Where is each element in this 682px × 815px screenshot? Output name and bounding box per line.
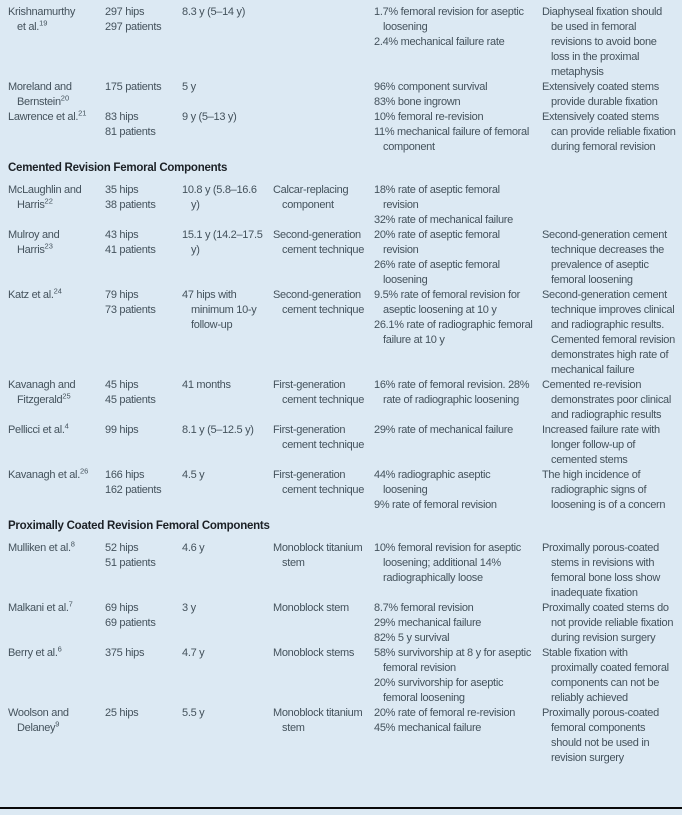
count-line: 38 patients [105,199,156,211]
conclusion-cell [542,378,676,423]
count-line: 45 hips [105,379,139,391]
count-cell [105,288,182,318]
count-line: 175 patients [105,81,162,93]
results-cell [374,110,542,155]
followup-cell [182,110,273,125]
followup-text: 8.1 y (5–12.5 y) [182,424,254,436]
table-row [8,288,676,378]
study-cell [8,228,105,258]
conclusion-text: Extensively coated stems provide durable fixation [542,81,659,108]
conclusion-text: Proximally coated stems do not provide reliable fixation during revision surgery [542,602,674,644]
table-bottom-border [0,807,682,809]
technique-text: Calcar-replacing component [273,184,349,211]
conclusion-cell [542,80,676,110]
technique-cell [273,183,374,213]
study-cell [8,646,105,661]
followup-cell [182,5,273,20]
followup-cell [182,183,273,213]
conclusion-text: The high incidence of radiographic signs of loosening is of a concern [542,469,666,511]
conclusion-cell [542,423,676,468]
followup-text: 15.1 y (14.2–17.5 y) [182,229,263,256]
technique-text: Second-generation cement technique [273,229,365,256]
technique-cell [273,706,374,736]
study-line: Berry et al.$^6$ [8,644,62,659]
followup-text: 4.5 y [182,469,205,481]
table-row [8,423,676,468]
section-header: Proximally Coated Revision Femoral Components [8,520,270,532]
study-cell [8,378,105,408]
study-line: Moreland and [8,81,72,93]
technique-cell [273,468,374,498]
followup-text: 8.3 y (5–14 y) [182,6,246,18]
reference-number: 22 [44,196,53,206]
study-cell [8,541,105,556]
count-cell [105,468,182,498]
table-row [8,228,676,288]
study-line: Woolson and [8,707,69,719]
technique-text: Monoblock stems [273,647,355,659]
followup-text: 9 y (5–13 y) [182,111,237,123]
table-row [8,110,676,155]
reference-number: 19 [39,18,48,28]
conclusion-cell [542,228,676,288]
followup-cell [182,423,273,438]
count-cell [105,601,182,631]
count-line: 69 hips [105,602,139,614]
results-cell [374,228,542,288]
count-line: 297 patients [105,21,162,33]
technique-cell [273,228,374,258]
result-item: 83% bone ingrown [374,96,461,108]
followup-cell [182,378,273,393]
count-cell [105,228,182,258]
table-row [8,5,676,80]
conclusion-text: Increased failure rate with longer follow-up of cemented stems [542,424,660,466]
count-cell [105,183,182,213]
technique-text: First-generation cement technique [273,424,365,451]
technique-cell [273,646,374,661]
results-cell [374,601,542,646]
count-cell [105,541,182,571]
study-cell [8,5,105,35]
study-line: Krishnamurthy [8,6,76,18]
study-line: Mulliken et al.$^8$ [8,539,75,554]
conclusion-cell [542,601,676,646]
study-line: Kavanagh and [8,379,76,391]
results-cell [374,80,542,110]
followup-text: 5 y [182,81,196,93]
conclusion-text: Proximally porous-coated femoral components should not be used in revision surgery [542,707,659,764]
technique-cell [273,378,374,408]
section-header: Cemented Revision Femoral Components [8,162,228,174]
conclusion-cell [542,5,676,80]
reference-number: 6 [57,644,62,654]
result-item: 11% mechanical failure of femoral component [374,126,529,153]
results-cell [374,378,542,408]
followup-cell [182,706,273,721]
count-line: 99 hips [105,424,139,436]
count-line: 52 hips [105,542,139,554]
conclusion-cell [542,646,676,706]
count-line: 25 hips [105,707,139,719]
results-cell [374,423,542,438]
count-line: 35 hips [105,184,139,196]
count-cell [105,378,182,408]
count-line: 297 hips [105,6,145,18]
conclusion-text: Second-generation cement technique improves clinical and radiographic results. Cemented femoral revision demonstrates high rate of mechanical failure [542,289,675,376]
followup-cell [182,228,273,258]
study-line: Katz et al.$^{24}$ [8,286,62,301]
result-item: 45% mechanical failure [374,722,482,734]
followup-text: 5.5 y [182,707,205,719]
result-item: 96% component survival [374,81,488,93]
count-line: 166 hips [105,469,145,481]
results-cell [374,541,542,586]
followup-cell [182,288,273,333]
result-item: 9% rate of femoral revision [374,499,497,511]
conclusion-cell [542,288,676,378]
followup-text: 4.7 y [182,647,205,659]
conclusion-cell [542,468,676,513]
count-line: 43 hips [105,229,139,241]
conclusion-text: Extensively coated stems can provide reliable fixation during femoral revision [542,111,676,153]
table-row [8,378,676,423]
count-cell [105,5,182,35]
result-item: 20% survivorship for aseptic femoral loosening [374,677,504,704]
study-cell [8,601,105,616]
study-line: Delaney$^9$ [17,719,60,734]
conclusion-cell [542,110,676,155]
technique-cell [273,288,374,318]
result-item: 58% survivorship at 8 y for aseptic femoral revision [374,647,532,674]
conclusion-text: Proximally porous-coated stems in revisions with femoral bone loss show inadequate fixation [542,542,660,599]
followup-cell [182,601,273,616]
technique-cell [273,601,374,616]
reference-number: 26 [79,466,89,476]
result-item: 16% rate of femoral revision. 28% rate of radiographic loosening [374,379,530,406]
result-item: 20% rate of femoral re-revision [374,707,516,719]
table-body [8,5,676,766]
result-item: 29% rate of mechanical failure [374,424,513,436]
result-item: 26% rate of aseptic femoral loosening [374,259,500,286]
followup-cell [182,80,273,95]
technique-text: First-generation cement technique [273,469,365,496]
followup-text: 10.8 y (5.8–16.6 y) [182,184,257,211]
result-item: 20% rate of aseptic femoral revision [374,229,500,256]
reference-number: 24 [53,286,62,296]
count-cell [105,80,182,95]
followup-cell [182,646,273,661]
technique-text: Second-generation cement technique [273,289,365,316]
followup-cell [182,541,273,556]
followup-text: 3 y [182,602,196,614]
result-item: 10% femoral revision for aseptic loosening; additional 14% radiographically loose [374,542,521,584]
conclusion-text: Cemented re-revision demonstrates poor clinical and radiographic results [542,379,671,421]
count-cell [105,706,182,721]
count-line: 83 hips [105,111,139,123]
study-line: et al.$^{19}$ [17,18,48,33]
technique-text: Monoblock titanium stem [273,707,363,734]
reference-number: 23 [44,241,53,251]
result-item: 18% rate of aseptic femoral revision [374,184,500,211]
study-line: Harris$^{22}$ [17,196,53,211]
reference-number: 8 [70,539,75,549]
study-cell [8,183,105,213]
table-row [8,706,676,766]
count-line: 45 patients [105,394,156,406]
count-line: 81 patients [105,126,156,138]
study-line: Kavanagh et al.$^{26}$ [8,466,89,481]
study-line: Fitzgerald$^{25}$ [17,391,71,406]
conclusion-text: Second-generation cement technique decreases the prevalence of aseptic femoral loosening [542,229,667,286]
technique-cell [273,423,374,453]
count-line: 51 patients [105,557,156,569]
results-cell [374,288,542,348]
results-cell [374,706,542,736]
reference-number: 4 [64,421,69,431]
result-item: 82% 5 y survival [374,632,450,644]
technique-cell [273,541,374,571]
count-line: 69 patients [105,617,156,629]
count-line: 73 patients [105,304,156,316]
study-line: Mulroy and [8,229,60,241]
table-row [8,80,676,110]
table-row [8,601,676,646]
result-item: 1.7% femoral revision for aseptic loosening [374,6,524,33]
conclusion-cell [542,706,676,766]
reference-number: 25 [62,391,71,401]
result-item: 26.1% rate of radiographic femoral failure at 10 y [374,319,533,346]
result-item: 2.4% mechanical failure rate [374,36,505,48]
study-line: McLaughlin and [8,184,82,196]
study-cell [8,110,105,125]
reference-number: 21 [78,108,87,118]
results-cell [374,5,542,50]
study-cell [8,288,105,303]
reference-number: 20 [60,93,70,103]
conclusion-cell [542,541,676,601]
count-line: 41 patients [105,244,156,256]
followup-text: 47 hips with minimum 10-y follow-up [182,289,257,331]
count-line: 162 patients [105,484,162,496]
reference-number: 7 [68,599,73,609]
study-line: Pellicci et al.$^4$ [8,421,69,436]
count-cell [105,110,182,140]
study-line: Harris$^{23}$ [17,241,53,256]
followup-cell [182,468,273,483]
followup-text: 41 months [182,379,231,391]
result-item: 29% mechanical failure [374,617,482,629]
result-item: 8.7% femoral revision [374,602,474,614]
study-line: Malkani et al.$^7$ [8,599,73,614]
study-cell [8,80,105,110]
count-line: 79 hips [105,289,139,301]
count-cell [105,646,182,661]
study-cell [8,706,105,736]
result-item: 32% rate of mechanical failure [374,214,513,226]
table-row [8,468,676,513]
study-line: Bernstein$^{20}$ [17,93,70,108]
result-item: 10% femoral re-revision [374,111,484,123]
result-item: 9.5% rate of femoral revision for aseptic loosening at 10 y [374,289,521,316]
study-line: Lawrence et al.$^{21}$ [8,108,87,123]
conclusion-text: Diaphyseal fixation should be used in femoral revisions to avoid bone loss in the proximal metaphysis [542,6,663,78]
results-cell [374,183,542,228]
result-item: 44% radiographic aseptic loosening [374,469,491,496]
table-row [8,541,676,601]
technique-text: Monoblock stem [273,602,349,614]
study-cell [8,468,105,483]
count-cell [105,423,182,438]
table-row [8,183,676,228]
reference-number: 9 [55,719,60,729]
technique-text: First-generation cement technique [273,379,365,406]
count-line: 375 hips [105,647,145,659]
technique-text: Monoblock titanium stem [273,542,363,569]
table-row [8,646,676,706]
conclusion-text: Stable fixation with proximally coated femoral components can not be reliably achieved [542,647,669,704]
results-cell [374,646,542,706]
followup-text: 4.6 y [182,542,205,554]
results-cell [374,468,542,513]
study-cell [8,423,105,438]
